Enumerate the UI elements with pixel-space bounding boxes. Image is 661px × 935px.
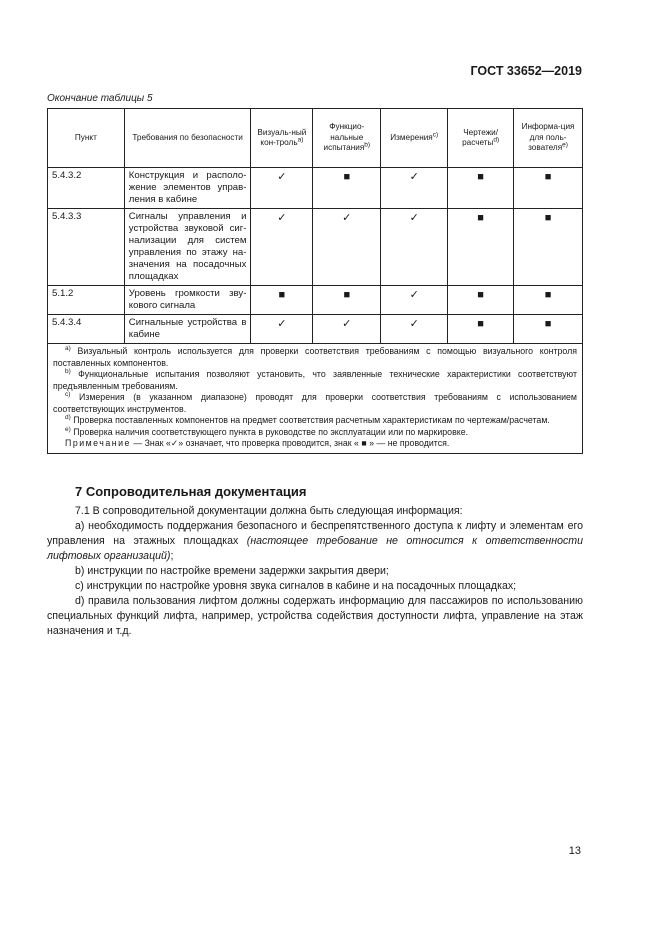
footnote: $^{a)}$ Визуальный контроль используется для проверки соответствия требованиям с помощью визуального контроля поставленных компонентов. (53, 345, 577, 368)
clause-cell: 5.4.3.3 (48, 209, 125, 286)
mark-cell: ■ (448, 168, 514, 209)
mark-cell: ✓ (381, 286, 448, 315)
mark-cell: ✓ (313, 315, 381, 344)
mark-cell: ■ (251, 286, 313, 315)
section-intro: 7.1 В сопроводительной документации должна быть следующая информация: (75, 505, 463, 517)
table-row (48, 168, 583, 209)
footnote: $^{d)}$ Проверка поставленных компонентов на предмет соответствия расчетным характеристикам по чертежам/расчетам. (65, 414, 550, 425)
table-row (48, 286, 583, 315)
requirement-cell: Конструкция и располо-жение элементов управ-ления в кабине (124, 168, 251, 209)
page-number: 13 (568, 845, 581, 857)
table-caption: Окончание таблицы 5 (47, 93, 153, 104)
mark-cell: ■ (514, 209, 583, 286)
col-header-requirements: Требования по безопасности (124, 109, 251, 168)
section-item-a: a) необходимость поддержания безопасного и беспрепятственного доступа к лифту и элементам его управления на этажных площадках (настоящее требование не относится к ответственности лифтовых организаций); (47, 520, 583, 562)
col-header-user-info: Информа-ция для поль-зователя$^{e)}$ (514, 109, 583, 168)
section-title: 7 Сопроводительная документация (75, 484, 307, 499)
document-code: ГОСТ 33652—2019 (470, 64, 582, 78)
section-item-b: b) инструкции по настройке времени задержки закрытия двери; (75, 565, 389, 577)
mark-cell: ■ (313, 286, 381, 315)
mark-cell: ■ (514, 286, 583, 315)
mark-cell: ✓ (251, 315, 313, 344)
requirement-cell: Сигнальные устройства в кабине (124, 315, 251, 344)
footnote: $^{c)}$ Измерения (в указанном диапазоне) проводят для проверки соответствия требованиям с использованием соответствующих инструментов. (53, 391, 577, 414)
mark-cell: ■ (448, 209, 514, 286)
footnote: $^{e)}$ Проверка наличия соответствующего пункта в руководстве по эксплуатации или по маркировке. (65, 425, 469, 437)
mark-cell: ✓ (381, 209, 448, 286)
table-row (48, 315, 583, 344)
mark-cell: ■ (448, 315, 514, 344)
table-footnotes (48, 344, 583, 454)
requirement-cell: Уровень громкости зву-кового сигнала (124, 286, 251, 315)
table-row (48, 209, 583, 286)
clause-cell: 5.4.3.4 (48, 315, 125, 344)
col-header-clause: Пункт (48, 109, 125, 168)
table-header-row (48, 109, 583, 168)
mark-cell: ✓ (251, 168, 313, 209)
mark-cell: ■ (514, 168, 583, 209)
col-header-visual: Визуаль-ный кон-троль$^{a)}$ (251, 109, 313, 168)
clause-cell: 5.4.3.2 (48, 168, 125, 209)
mark-cell: ■ (313, 168, 381, 209)
mark-cell: ✓ (381, 168, 448, 209)
col-header-functional: Функцио-нальные испытания$^{b)}$ (313, 109, 381, 168)
table-footnotes-row (48, 344, 583, 454)
section-item-d: d) правила пользования лифтом должны содержать информацию для пассажиров по использованию специальных функций лифта, например, устройства содействия доступности лифта, управление на этаж назначения и т.д. (47, 595, 583, 637)
mark-cell: ■ (514, 315, 583, 344)
mark-cell: ■ (448, 286, 514, 315)
mark-cell: ✓ (381, 315, 448, 344)
col-header-drawings: Чертежи/ расчеты$^{d)}$ (448, 109, 514, 168)
section-item-c: c) инструкции по настройке уровня звука сигналов в кабине и на посадочных площадках; (75, 580, 517, 592)
mark-cell: ✓ (251, 209, 313, 286)
requirement-cell: Сигналы управления и устройства звуковой сиг-нализации для систем управления по этажу на-значения на посадочных площадках (124, 209, 251, 286)
footnote: $^{b)}$ Функциональные испытания позволяют установить, что заявленные технические характеристики соответствуют предъявленным требованиям. (53, 368, 577, 391)
col-header-measurements: Измерения$^{c)}$ (381, 109, 448, 168)
section-body (47, 504, 583, 639)
mark-cell: ✓ (313, 209, 381, 286)
table-note: Примечание — Знак «✓» означает, что проверка проводится, знак « ■ » — не проводится. (65, 438, 450, 448)
clause-cell: 5.1.2 (48, 286, 125, 315)
requirements-table (47, 108, 583, 454)
